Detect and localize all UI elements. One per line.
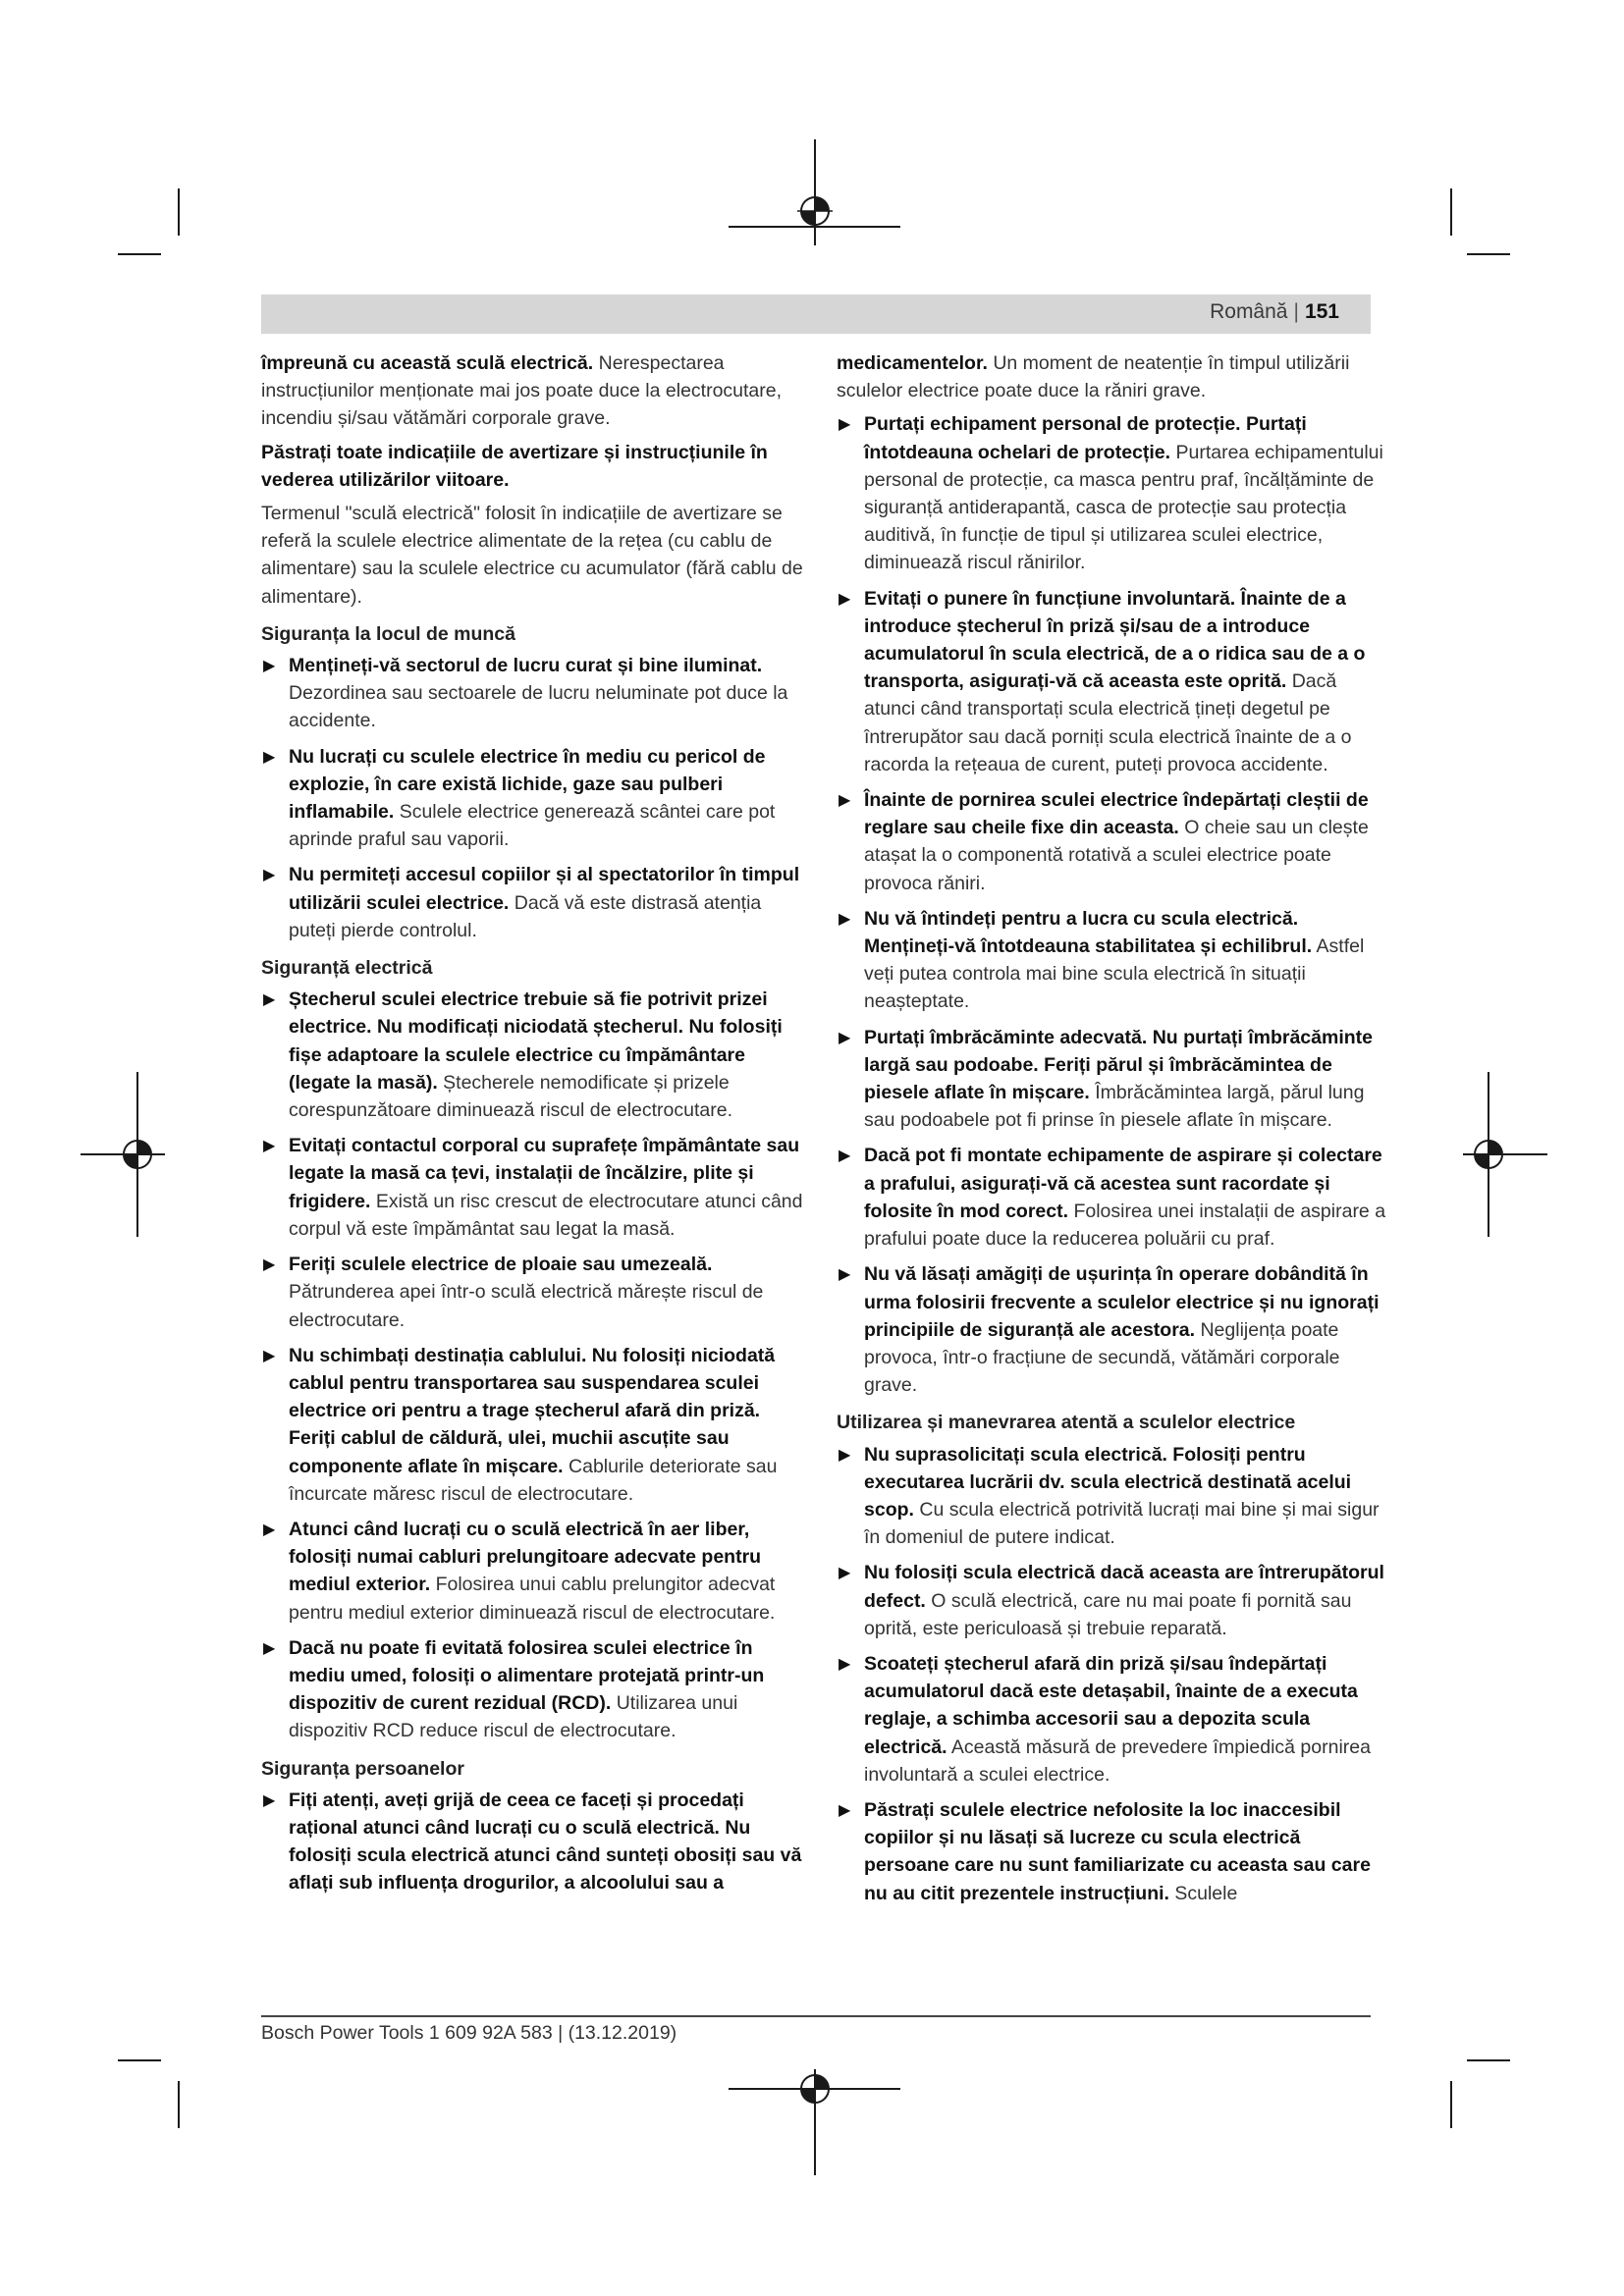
footer-rule [261, 2015, 1371, 2017]
item-normal: Ștecherele nemodificate și prizele corespunzătoare diminuează riscul de electrocutare. [289, 1071, 732, 1122]
intro-p1-bold: împreună cu această sculă electrică. [261, 352, 594, 374]
section-title-work-area: Siguranța la locul de muncă [261, 622, 515, 645]
bullet-arrow-icon: ▶ [839, 1801, 851, 1819]
item-bold: Purtați echipament personal de protecție. Purtați întotdeauna ochelari de protecție. [864, 413, 1307, 463]
item-normal: Cablurile deteriorate sau încurcate măresc riscul de electrocutare. [289, 1455, 778, 1505]
bullet-arrow-icon: ▶ [839, 1148, 851, 1165]
list-item [837, 585, 1386, 778]
list-item [261, 861, 811, 944]
item-normal: Folosirea unei instalații de aspirare a prafului poate duce la reducerea poluării cu praf. [864, 1200, 1386, 1251]
item-bold: Feriți sculele electrice de ploaie sau umezeală. [289, 1254, 713, 1276]
bullet-arrow-icon: ▶ [839, 1655, 851, 1673]
item-bold: Purtați îmbrăcăminte adecvată. Nu purtați îmbrăcăminte largă sau podoabe. Feriți părul și îmbrăcămintea de piesele aflate în mișcare. [864, 1026, 1373, 1104]
left-column [261, 349, 811, 1905]
item-normal: Există un risc crescut de electrocutare atunci când corpul vă este împământat sau legat la masă. [289, 1190, 803, 1240]
item-bold: Păstrați sculele electrice nefolosite la loc inaccesibil copiilor și nu lăsați să lucreze cu scula electrică persoane care nu sunt familiarizate cu aceasta sau care nu au citit prezentele instrucțiuni. [864, 1798, 1371, 1904]
bullet-arrow-icon: ▶ [839, 1029, 851, 1046]
item-normal: Folosirea unui cablu prelungitor adecvat pentru mediul exterior diminuează riscul de electrocutare. [289, 1574, 776, 1624]
item-normal: Astfel veți putea controla mai bine scula electrică în situații neașteptate. [864, 935, 1365, 1013]
item-bold: Nu lucrați cu sculele electrice în mediu cu pericol de explozie, în care există lichide, gaze sau pulberi inflamabile. [289, 745, 766, 824]
list-item [837, 1650, 1386, 1789]
item-bold: Dacă pot fi montate echipamente de aspirare și colectare a prafului, asigurați-vă că acestea sunt racordate și folosite în mod corect. [864, 1145, 1382, 1222]
item-bold: Dacă nu poate fi evitată folosirea sculei electrice în mediu umed, folosiți o alimentare protejată printr-un dispozitiv de curent rezidual (RCD). [289, 1636, 765, 1715]
list-item [261, 1516, 811, 1627]
item-normal: Purtarea echipamentului personal de protecție, ca masca pentru praf, încălțăminte de siguranță antiderapantă, casca de protecție sau protecția auditivă, în funcție de tipul și utilizarea sculei electrice, diminuează riscul rănirilor. [864, 441, 1383, 574]
bullet-arrow-icon: ▶ [263, 1791, 276, 1809]
section-title-tool-use: Utilizarea și manevrarea atentă a sculelor electrice [837, 1412, 1296, 1434]
item-normal: O sculă electrică, care nu mai poate fi pornită sau oprită, este periculoasă și trebuie reparată. [864, 1589, 1352, 1639]
bullet-arrow-icon: ▶ [263, 748, 276, 766]
item-normal: Dezordinea sau sectoarele de lucru neluminate pot duce la accidente. [289, 682, 788, 732]
list-item [837, 905, 1386, 1016]
registration-left-icon [120, 1137, 155, 1172]
bullet-arrow-icon: ▶ [263, 1347, 276, 1364]
list-item [837, 786, 1386, 897]
continuation-paragraph [837, 349, 1386, 404]
bullet-arrow-icon: ▶ [263, 658, 276, 675]
bullet-arrow-icon: ▶ [839, 416, 851, 434]
registration-bottom-icon [797, 2071, 833, 2107]
list-item [261, 743, 811, 854]
item-bold: Nu folosiți scula electrică dacă aceasta are întrerupătorul defect. [864, 1562, 1384, 1612]
list-item [837, 1559, 1386, 1642]
list-item [837, 1024, 1386, 1135]
item-bold: Evitați o punere în funcțiune involuntară. Înainte de a introduce ștecherul în priză și/sau de a introduce acumulatorul în scula electrică, de a o ridica sau de a o transporta, asigurați-vă că aceasta este oprită. [864, 587, 1366, 693]
bullet-arrow-icon: ▶ [263, 1639, 276, 1657]
bullet-arrow-icon: ▶ [263, 991, 276, 1009]
item-normal: O cheie sau un clește atașat la o componentă rotativă a sculei electrice poate provoca răniri. [864, 817, 1369, 894]
crop-mark-bottom-left-v [178, 2081, 180, 2128]
registration-right-icon [1471, 1137, 1506, 1172]
list-item [261, 986, 811, 1124]
item-bold: Nu vă întindeți pentru a lucra cu scula electrică. Mențineți-vă întotdeauna stabilitatea și echilibrul. [864, 907, 1313, 958]
bullet-arrow-icon: ▶ [839, 910, 851, 928]
list-item [261, 1132, 811, 1243]
item-bold: Înainte de pornirea sculei electrice îndepărtați cleștii de reglare sau cheile fixe din aceasta. [864, 789, 1369, 839]
item-normal: Dacă atunci când transportați scula electrică țineți degetul pe întrerupător sau dacă porniți scula electrică înainte de a o racorda la rețeaua de curent, puteți provoca accidente. [864, 670, 1352, 775]
crop-mark-bottom-right-v [1450, 2081, 1452, 2128]
section-title-electrical-safety: Siguranță electrică [261, 957, 433, 980]
list-item [261, 1342, 811, 1508]
bullet-arrow-icon: ▶ [263, 867, 276, 884]
item-normal: Sculele [1174, 1882, 1238, 1904]
intro-p1-normal: Nerespectarea instrucțiunilor menționate mai jos poate duce la electrocutare, incendiu și/sau vătămări corporale grave. [261, 352, 783, 430]
item-normal: Această măsură de prevedere împiedică pornirea involuntară a sculei electrice. [864, 1735, 1371, 1786]
crop-mark-top-right-h [1467, 253, 1510, 255]
item-normal: Dacă vă este distrasă atenția puteți pierde controlul. [289, 891, 762, 941]
list-item [837, 1142, 1386, 1253]
bullet-arrow-icon: ▶ [263, 1256, 276, 1274]
list-item [837, 410, 1386, 576]
intro-paragraph-1 [261, 349, 811, 433]
continuation-bold: medicamentelor. [837, 352, 988, 374]
bullet-arrow-icon: ▶ [263, 1138, 276, 1155]
item-bold: Nu vă lăsați amăgiți de ușurința în operare dobândită în urma folosirii frecvente a sculelor electrice și nu ignorați principiile de siguranță ale acestora. [864, 1263, 1380, 1341]
item-bold: Nu schimbați destinația cablului. Nu folosiți niciodată cablul pentru transportarea sau suspendarea sculei electrice ori pentru a trage ștecherul afară din priză. Feriți cablul de căldură, ulei, muchii ascuțite sau componente aflate în mișcare. [289, 1344, 776, 1477]
item-normal: Utilizarea unui dispozitiv RCD reduce riscul de electrocutare. [289, 1692, 738, 1742]
bullet-arrow-icon: ▶ [839, 1565, 851, 1582]
item-bold: Nu permiteți accesul copiilor și al spectatorilor în timpul utilizării sculei electrice. [289, 864, 800, 914]
item-normal: Cu scula electrică potrivită lucrați mai bine și mai sigur în domeniul de putere indicat. [864, 1498, 1380, 1549]
item-bold: Scoateți ștecherul afară din priză și/sau îndepărtați acumulatorul dacă este detașabil, înainte de a executa reglaje, a schimba accesorii sau a depozita scula electrică. [864, 1652, 1358, 1758]
item-normal: Îmbrăcămintea largă, părul lung sau podoabele pot fi prinse în piesele aflate în mișcare. [864, 1082, 1365, 1132]
right-column [837, 349, 1386, 1915]
item-bold: Ștecherul sculei electrice trebuie să fie potrivit prizei electrice. Nu modificați niciodată ștecherul. Nu folosiți fișe adaptoare la sculele electrice cu împământare (legate la masă). [289, 988, 783, 1094]
crop-mark-bottom-left-h [118, 2059, 161, 2061]
crop-mark-top-left-v [178, 188, 180, 236]
list-item [261, 1251, 811, 1334]
item-bold: Evitați contactul corporal cu suprafețe împământate sau legate la masă ca țevi, instalații de încălzire, plite și frigidere. [289, 1135, 800, 1212]
list-item [837, 1260, 1386, 1399]
bullet-arrow-icon: ▶ [839, 792, 851, 810]
bullet-arrow-icon: ▶ [839, 1266, 851, 1284]
intro-paragraph-3: Termenul "sculă electrică" folosit în indicațiile de avertizare se referă la sculele electrice alimentate de la rețea (cu cablu de alimentare) sau la sculele electrice cu acumulator (fără cablu de alimentare). [261, 503, 803, 608]
registration-top-line-v [814, 139, 816, 245]
item-bold: Nu suprasolicitați scula electrică. Folosiți pentru executarea lucrării dv. scula electrică destinată acelui scop. [864, 1443, 1352, 1521]
item-bold: Atunci când lucrați cu o sculă electrică în aer liber, folosiți numai cabluri prelungitoare adecvate pentru mediul exterior. [289, 1518, 762, 1596]
header-text: Română | 151 [1210, 300, 1339, 323]
crop-mark-top-left-h [118, 253, 161, 255]
registration-top-icon [797, 193, 833, 229]
section-title-personal-safety: Siguranța persoanelor [261, 1757, 464, 1780]
page-header [261, 294, 1371, 334]
item-bold: Fiți atenți, aveți grijă de ceea ce faceți și procedați rațional atunci când lucrați cu o sculă electrică. Nu folosiți scula electrică atunci când sunteți obosiți sau vă aflați sub influența drogurilor, a alcoolului sau a [289, 1789, 802, 1895]
intro-paragraph-2: Păstrați toate indicațiile de avertizare și instrucțiunile în vederea utilizărilor viitoare. [261, 441, 768, 491]
item-normal: Pătrunderea apei într-o sculă electrică mărește riscul de electrocutare. [289, 1281, 764, 1331]
header-language: Română [1210, 300, 1288, 323]
item-normal: Sculele electrice generează scântei care pot aprinde praful sau vaporii. [289, 801, 776, 851]
list-item [261, 652, 811, 735]
crop-mark-top-right-v [1450, 188, 1452, 236]
bullet-arrow-icon: ▶ [839, 1446, 851, 1464]
list-item [837, 1796, 1386, 1907]
continuation-normal: Un moment de neatenție în timpul utilizării sculelor electrice poate duce la răniri grave. [837, 352, 1350, 402]
page-number: 151 [1304, 300, 1339, 323]
list-item [261, 1787, 811, 1897]
footer-text: Bosch Power Tools 1 609 92A 583 | (13.12.2019) [261, 2022, 677, 2044]
crop-mark-bottom-right-h [1467, 2059, 1510, 2061]
list-item [837, 1441, 1386, 1552]
item-bold: Mențineți-vă sectorul de lucru curat și bine iluminat. [289, 655, 763, 677]
bullet-arrow-icon: ▶ [263, 1521, 276, 1538]
bullet-arrow-icon: ▶ [839, 590, 851, 608]
item-normal: Neglijența poate provoca, într-o fracțiune de secundă, vătămări corporale grave. [864, 1318, 1340, 1397]
list-item [261, 1634, 811, 1745]
